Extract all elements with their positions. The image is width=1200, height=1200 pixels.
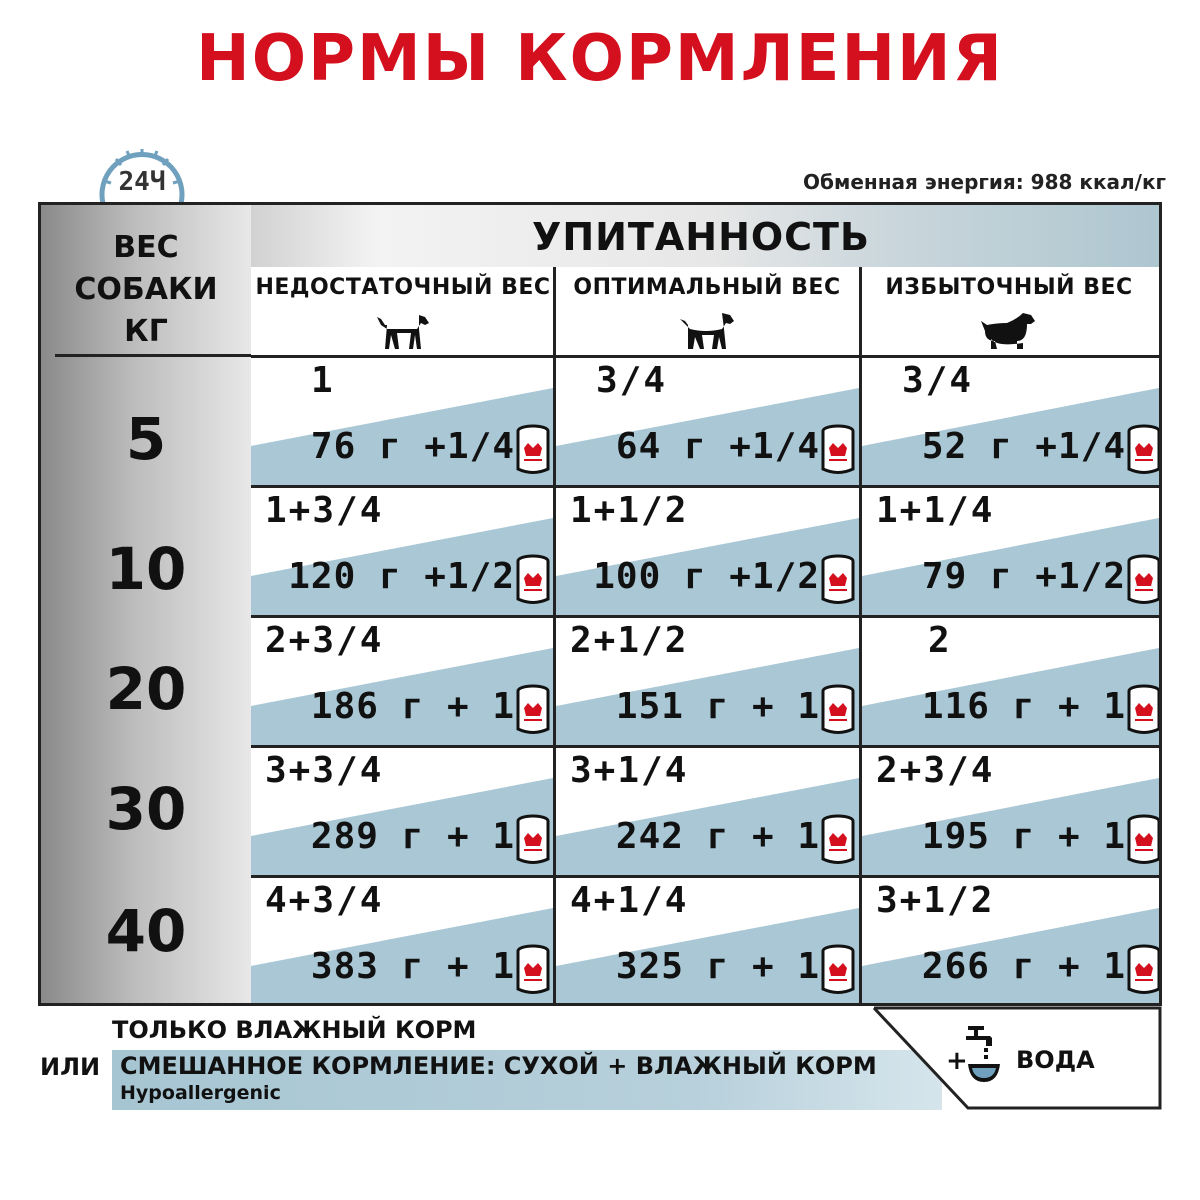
column-label: НЕДОСТАТОЧНЫЙ ВЕС [255, 275, 551, 300]
wet-food-portion: 100 г +1/2 [593, 556, 820, 597]
can-icon [515, 684, 551, 736]
weight-column [41, 205, 251, 1003]
can-icon [1126, 814, 1159, 866]
can-icon [820, 814, 856, 866]
dry-food-portion: 4+1/4 [570, 880, 689, 921]
fat-dog-icon [977, 311, 1041, 351]
weight-value: 30 [105, 775, 187, 843]
column-header-optimal [555, 267, 859, 355]
wet-food-portion: 266 г + 1 [921, 946, 1126, 987]
dry-food-portion: 4+3/4 [265, 880, 384, 921]
weight-value: 20 [105, 655, 187, 723]
feeding-cell [251, 748, 553, 878]
feeding-cell [862, 358, 1159, 488]
feeding-cell [862, 618, 1159, 748]
dry-food-portion: 2+3/4 [265, 620, 384, 661]
feeding-cell [862, 878, 1159, 1006]
dry-food-portion: 1 [311, 360, 335, 401]
dry-food-portion: 3/4 [596, 360, 668, 401]
column-label: ИЗБЫТОЧНЫЙ ВЕС [885, 275, 1133, 300]
can-icon [1126, 944, 1159, 996]
feeding-cell [556, 488, 859, 618]
page-title: НОРМЫ КОРМЛЕНИЯ [196, 22, 1004, 96]
feeding-cell [556, 358, 859, 488]
dry-food-portion: 3+3/4 [265, 750, 384, 791]
can-icon [820, 684, 856, 736]
feeding-cell [251, 618, 553, 748]
feeding-cell [251, 358, 553, 488]
column-label: ОПТИМАЛЬНЫЙ ВЕС [573, 275, 841, 300]
energy-note: Обменная энергия: 988 ккал/кг [803, 170, 1166, 194]
mixed-feeding-band [112, 1050, 942, 1110]
feeding-cell [862, 488, 1159, 618]
column-header-underweight [251, 267, 555, 355]
feeding-table-frame [38, 202, 1162, 1006]
dry-food-portion: 1+1/4 [876, 490, 995, 531]
thin-dog-icon [373, 311, 433, 351]
can-icon [820, 424, 856, 476]
wet-food-portion: 116 г + 1 [921, 686, 1126, 727]
product-name: Hypoallergenic [120, 1082, 281, 1104]
wet-food-portion: 383 г + 1 [310, 946, 515, 987]
wet-food-portion: 195 г + 1 [921, 816, 1126, 857]
can-icon [1126, 684, 1159, 736]
water-bowl-icon [964, 1024, 1004, 1088]
weight-value: 10 [105, 535, 187, 603]
feeding-cell [862, 748, 1159, 878]
mixed-feeding-label: СМЕШАННОЕ КОРМЛЕНИЕ: СУХОЙ + ВЛАЖНЫЙ КОРМ [120, 1052, 877, 1080]
feeding-cell [556, 748, 859, 878]
feeding-cell [556, 878, 859, 1006]
dry-food-portion: 2 [928, 620, 952, 661]
can-icon [820, 944, 856, 996]
weight-header-line: СОБАКИ [74, 272, 218, 307]
wet-food-portion: 289 г + 1 [310, 816, 515, 857]
wet-only-label: ТОЛЬКО ВЛАЖНЫЙ КОРМ [112, 1016, 477, 1044]
can-icon [1126, 554, 1159, 606]
wet-food-portion: 52 г +1/4 [921, 426, 1126, 467]
wet-food-portion: 79 г +1/2 [921, 556, 1126, 597]
dry-food-portion: 2+1/2 [570, 620, 689, 661]
dry-food-portion: 2+3/4 [876, 750, 995, 791]
feeding-cell [556, 618, 859, 748]
can-icon [515, 944, 551, 996]
water-label: ВОДА [1016, 1046, 1095, 1074]
dry-food-portion: 1+1/2 [570, 490, 689, 531]
dry-food-portion: 1+3/4 [265, 490, 384, 531]
weight-value: 5 [125, 405, 167, 473]
normal-dog-icon [676, 311, 738, 351]
weight-value: 40 [105, 897, 187, 965]
clock-label: 24Ч [118, 167, 166, 197]
or-label: ИЛИ [40, 1053, 101, 1081]
wet-food-portion: 64 г +1/4 [615, 426, 820, 467]
column-header-overweight [859, 267, 1159, 355]
can-icon [515, 424, 551, 476]
weight-header [41, 227, 251, 353]
can-icon [515, 814, 551, 866]
dry-food-portion: 3/4 [902, 360, 974, 401]
wet-food-portion: 76 г +1/4 [310, 426, 515, 467]
can-icon [820, 554, 856, 606]
dry-food-portion: 3+1/2 [876, 880, 995, 921]
wet-food-portion: 186 г + 1 [310, 686, 515, 727]
weight-header-line: ВЕС [113, 230, 179, 265]
wet-food-portion: 325 г + 1 [615, 946, 820, 987]
water-plus-sign: + [946, 1046, 968, 1076]
dry-food-portion: 3+1/4 [570, 750, 689, 791]
fatness-header: УПИТАННОСТЬ [532, 215, 870, 259]
feeding-cell [251, 878, 553, 1006]
can-icon [1126, 424, 1159, 476]
feeding-table [251, 267, 1159, 1003]
wet-food-portion: 242 г + 1 [615, 816, 820, 857]
wet-food-portion: 120 г +1/2 [288, 556, 515, 597]
weight-header-line: КГ [124, 314, 168, 349]
feeding-cell [251, 488, 553, 618]
wet-food-portion: 151 г + 1 [615, 686, 820, 727]
can-icon [515, 554, 551, 606]
divider [55, 354, 251, 357]
